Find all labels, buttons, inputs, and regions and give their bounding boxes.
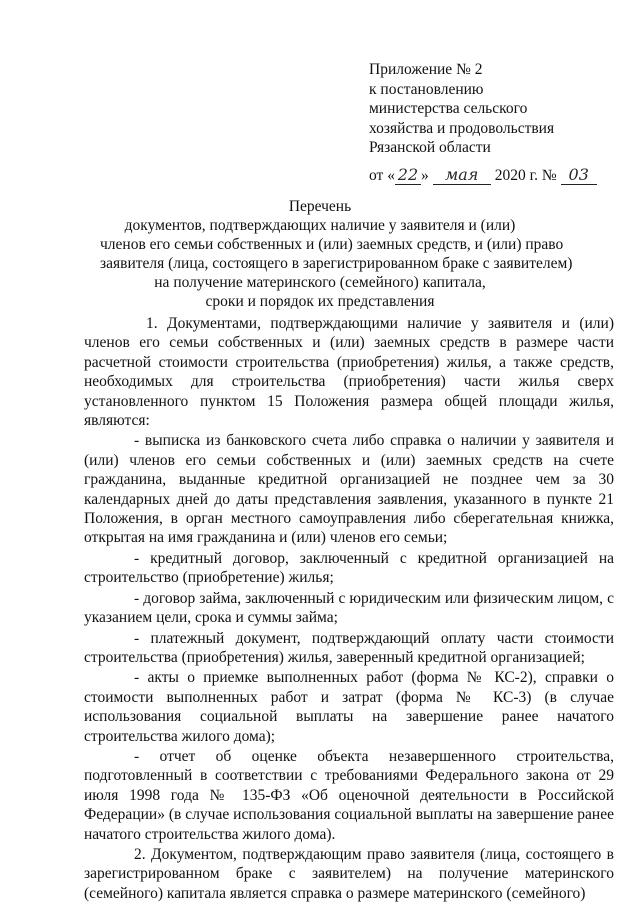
list-item: - договор займа, заключенный с юридическим или физическим лицом, с указанием цели, срока и суммы займа; [84, 589, 614, 627]
list-item: - выписка из банковского счета либо справка о наличии у заявителя и (или) членов его семьи собственных и (или) заемных средств на счете гражданина, выданные кредитной организацией не позднее чем за 30 календарных дней до даты представления заявления, указанного в пункте 21 Положения, в орган местного самоуправления либо сберегательная книжка, открытая на имя гражданина и (или) членов его семьи; [84, 432, 614, 547]
document-body [84, 314, 614, 903]
date-prefix: от « [369, 166, 395, 184]
date-year: 2020 г. № [494, 166, 557, 184]
appendix-line: хозяйства и продовольствия [369, 119, 555, 137]
approval-date-line [369, 165, 619, 186]
list-item: - платежный документ, подтверждающий оплату части стоимости строительства (приобретения) жилья, заверенный кредитной организацией; [84, 629, 614, 666]
title-line: заявителя (лица, состоящего в зарегистрированном браке с заявителем) [100, 255, 573, 272]
title-line: на получение материнского (семейного) капитала, [154, 274, 486, 291]
date-day-handwritten: 22 [395, 165, 421, 186]
title-line: документов, подтверждающих наличие у заявителя и (или) [124, 217, 516, 234]
appendix-line: Приложение № 2 [369, 61, 483, 78]
date-mid: » [420, 166, 429, 184]
list-item: - кредитный договор, заключенный с кредитной организацией на строительство (приобретение) жилья; [84, 549, 614, 587]
appendix-header [369, 60, 619, 185]
title-line: Перечень [288, 198, 352, 215]
date-month-handwritten: мая [433, 165, 491, 186]
document-number-handwritten: 03 [561, 165, 597, 186]
appendix-line: Рязанской области [369, 139, 491, 156]
title-line: членов его семьи собственных и (или) заемных средств, и (или) право [100, 236, 564, 253]
paragraph: 2. Документом, подтверждающим право заявителя (лица, состоящего в зарегистрированном браке с заявителем) на получение материнского (семейного) капитала является справка о размере материнского (семейного) [84, 845, 614, 902]
paragraph: 1. Документами, подтверждающими наличие у заявителя и (или) членов его семьи собственных и (или) заемных средств в размере части расчетной стоимости строительства (приобретения) жилья, а также средств, необходимых для строительства (приобретения) части жилья сверх установленного пунктом 15 Положения размера общей площади жилья, являются: [84, 315, 614, 430]
list-item: - отчет об оценке объекта незавершенного строительства, подготовленный в соответствии с требованиями Федерального закона от 29 июля 1998 года № 135-ФЗ «Об оценочной деятельности в Российской Федерации» (в случае использования социальной выплаты на завершение ранее начатого строительства жилого дома). [84, 747, 614, 843]
list-item: - акты о приемке выполненных работ (форма № КС-2), справки о стоимости выполненных работ и затрат (форма № КС-3) (в случае использования социальной выплаты на завершение ранее начатого строительства жилого дома); [84, 669, 614, 745]
appendix-line: к постановлению [369, 80, 484, 98]
title-line: сроки и порядок их представления [205, 293, 435, 310]
document-title [100, 197, 573, 311]
appendix-line: министерства сельского [369, 100, 528, 117]
